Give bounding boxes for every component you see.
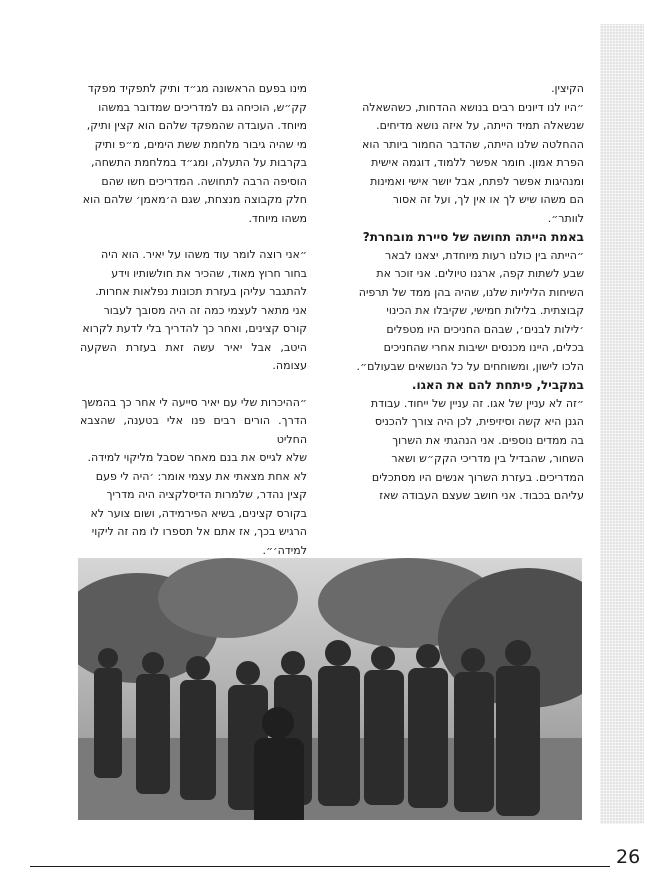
text-line: הפרת אמון. חומר אפשר ללמוד, דוגמה אישית bbox=[371, 156, 584, 169]
text-line: אני מתאר לעצמי כמה זה היה מסובך לעבור bbox=[103, 303, 307, 317]
text-line: חלק מקבוצה מנצחת, שגם ה׳מאמן׳ שלהם הוא bbox=[82, 193, 307, 206]
text-line: ומנהיגות אפשר לפתח, אבל יושר אישי ואמינות bbox=[370, 174, 584, 188]
text-line: שנשאלה תמיד הייתה, על איזה נושא מדיחים. bbox=[376, 119, 584, 132]
text-line: ״אני רוצה לומר עוד משהו על יאיר. הוא היה bbox=[101, 248, 307, 261]
text-line: הגנן היא קשה וסיזיפית, לכן היה צורך להכניס bbox=[374, 415, 584, 428]
text-line: שלא לגייס את בנם מאחר שסבל מליקוי למידה. bbox=[87, 451, 307, 464]
text-line: ׳לילות לבנים׳, שבהם החניכים היו מטפלים bbox=[386, 322, 584, 336]
text-line: משהו מיוחד. bbox=[248, 211, 307, 225]
soldiers-group-photo bbox=[78, 558, 582, 820]
text-line: השיחות הליליות שלנו, שהיה בהן ממד של תרפיה bbox=[358, 285, 584, 299]
text-line: ״הייתה בין כולנו רעות מיוחדת, יצאנו לבאר bbox=[385, 248, 584, 262]
article-column-right bbox=[322, 80, 584, 506]
text-line: מינו בפעם הראשונה מג״ד ותיק לתפקיד מפקד bbox=[87, 82, 307, 95]
text-line: קורס קצינים, ואחר כך להדריך בלי לדעת לקרוא bbox=[82, 322, 307, 335]
footer-rule bbox=[30, 866, 610, 867]
text-line: קבוצתית. בלילות חמישי, שקיבלו את הכינוי bbox=[386, 304, 584, 317]
text-line: ההחלטה שלנו הייתה, שהדבר החמור ביותר הוא bbox=[362, 137, 584, 151]
text-line: מיוחד. העובדה שהמפקד שלהם הוא קצין ותיק, bbox=[86, 119, 307, 132]
text-line: בה ממדים נוספים. אני הנהגתי את השרוך bbox=[392, 433, 584, 447]
text-line: המדריכים. בעזרת השרוך אנשים היו מסתכלים bbox=[371, 470, 584, 484]
text-line: הדרך. הורים רבים פנו אלי בטענה, שהצבא החליט bbox=[80, 414, 307, 446]
text-line: בקרבות על התעלה, ומג״ד במלחמת התשחה, bbox=[91, 156, 307, 169]
text-line: הלכו לישון, ומשוחחים על כל הנושאים שבעולם״. bbox=[356, 359, 584, 373]
photo-illustration bbox=[78, 558, 582, 820]
text-line: קק״ש, הוכיחה גם למדריכים שמדובר במשהו bbox=[98, 100, 307, 114]
decorative-side-band bbox=[600, 24, 644, 824]
article-column-left bbox=[80, 80, 307, 560]
text-line: ״זה לא עניין של אגו. זה עניין של ייחוד. עבודת bbox=[370, 396, 584, 410]
text-line: לא אחת מצאתי את עצמי אומר: ׳היה לי פעם bbox=[95, 469, 307, 483]
text-line: בחור חרוץ מאוד, שהכיר את חולשותיו וידע bbox=[111, 266, 307, 280]
page-number: 26 bbox=[616, 846, 641, 868]
text-line: קצין נהדר, שלמרות הדיסלקציה היה מדריך bbox=[106, 488, 307, 501]
text-line: מי שהיה גיבור מלחמת ששת הימים, מ״פ ותיק bbox=[94, 137, 307, 151]
text-line: בכלים, היינו מכנסים ישיבות אחרי שהחניכים bbox=[383, 341, 584, 354]
text-line: הקיצין. bbox=[551, 82, 584, 95]
text-line: בקורס קצינים, בשיא הפירמידה, ושום צוער לא bbox=[90, 506, 307, 520]
interview-question-heading: במקביל, פיתחת להם את האגו. bbox=[411, 378, 584, 392]
text-line: לוותר״. bbox=[547, 211, 584, 225]
text-line: השחור, שהבדיל בין מדריכי הקק״ש ושאר bbox=[391, 452, 584, 465]
text-line: שבע לשתות קפה, ארגנו טיולים. אני זוכר את bbox=[376, 267, 584, 280]
text-line: הם משהו שיש לך או אין לך, ועל זה אסור bbox=[392, 193, 584, 206]
text-line: עליהם בכבוד. אני חושב שעצם העבודה שאז bbox=[379, 489, 584, 502]
text-line: למידה׳״. bbox=[262, 543, 307, 557]
interview-question-heading: באמת הייתה תחושה של סיירת מובחרת? bbox=[362, 230, 584, 244]
paragraph-gap bbox=[80, 228, 307, 246]
text-line: ״ההיכרות שלי עם יאיר סייעה לי אחר כך בהמשך bbox=[81, 395, 307, 409]
text-line: ״היו לנו דיונים רבים בנושא ההדחות, כשהשאלה bbox=[362, 100, 584, 114]
text-line: להתגבר עליהן בעזרת תכונות נפלאות אחרות. bbox=[95, 285, 307, 298]
paragraph-gap bbox=[80, 376, 307, 394]
text-line: הוסיפה הרבה לתחושה. המדריכים חשו שהם bbox=[101, 174, 307, 188]
text-line: היטב, אבל יאיר עשה זאת בעזרת השקעה עצומה. bbox=[80, 340, 307, 372]
text-line: הרגיש בכך, אז אתם אל תספרו לו מה זה ליקוי bbox=[91, 525, 307, 538]
